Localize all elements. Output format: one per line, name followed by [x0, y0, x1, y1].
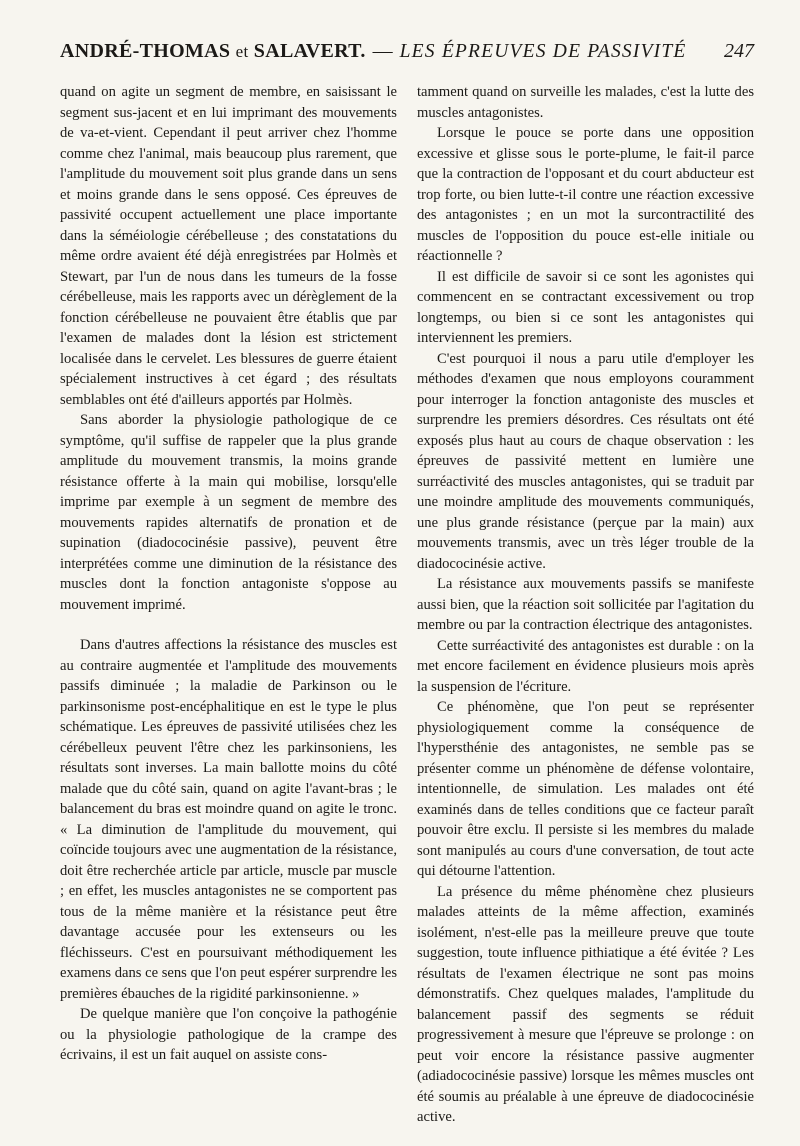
running-head-coauthor: SALAVERT.: [253, 40, 366, 62]
running-head: [60, 40, 754, 74]
page-number: 247: [724, 40, 754, 62]
paragraph: quand on agite un segment de membre, en saisissant le segment sus-jacent et en lui imprimant des mouvements de va-et-vient. Cependant il peut arriver chez l'homme comme chez l'animal, mais beaucoup plus rarement, que l'amplitude du mouvement soit plus grande dans un sens et moins grande dans le sens opposé. Ces épreuves de passivité occupent actuellement une place importante dans la séméiologie cérébelleuse ; des constatations du même ordre avaient été déjà enregistrées par Holmès et Stewart, par l'un de nous dans les tumeurs de la fosse cérébelleuse, mais les rapports avec un dérèglement de la fonction cérébelleuse ne pouvaient être établis que par l'examen de malades dont la lésion est strictement localisée dans le cervelet. Les blessures de guerre étaient spécialement instructives à cet égard ; des résultats semblables ont été d'ailleurs apportés par Holmès.: [60, 84, 397, 408]
running-head-title: LES ÉPREUVES DE PASSIVITÉ: [399, 41, 687, 62]
paragraph: Lorsque le pouce se porte dans une opposition excessive et glisse sous le porte-plume, le fait-il parce que la contraction de l'opposant et du court abducteur est trop forte, ou bien lutte-t-il contre une réaction excessive des antagonistes ; en un mot la surcontractilité des muscles de l'opposition du pouce est-elle initiale ou réactionnelle ?: [417, 125, 754, 264]
paragraph: tamment quand on surveille les malades, c'est la lutte des muscles antagonistes.: [417, 84, 754, 121]
paragraph: Ce phénomène, que l'on peut se représenter physiologiquement comme la conséquence de l'hypersthénie des antagonistes, ne semble pas se présenter comme un phénomène de défense volontaire, intentionnelle, de simulation. Les malades ont été examinés dans de telles conditions que ce facteur paraît pouvoir être exclu. Il persiste si les membres du malade sont manipulés au cours d'une conversation, de tout acte qui détourne l'attention.: [417, 699, 754, 879]
running-head-conjunction: et: [235, 42, 249, 61]
paragraph: Cette surréactivité des antagonistes est durable : on la met encore facilement en évidence plusieurs mois après la suspension de l'écriture.: [417, 637, 754, 695]
paragraph: Dans d'autres affections la résistance des muscles est au contraire augmentée et l'amplitude des mouvements passifs diminuée ; la maladie de Parkinson ou le parkinsonisme post-encéphalitique en est le type le plus schématique. Les épreuves de passivité utilisées chez les cérébelleux peuvent l'être chez les parkinsoniens, les résultats sont inverses. La main ballotte moins du côté malade que du côté sain, quand on agite l'avant-bras ; le balancement du bras est moindre quand on agite le tronc. « La diminution de l'amplitude du mouvement, qui coïncide toujours avec une augmentation de la résistance, doit être recherchée article par article, muscle par muscle ; en effet, les muscles antagonistes ne se comportent pas tous de la même manière et la résistance peut être davantage accusée pour les extenseurs ou les fléchisseurs. C'est en poursuivant méthodiquement les examens dans ce sens que l'on peut espérer surprendre les premières ébauches de la rigidité parkinsonienne. »: [60, 637, 397, 1002]
paragraph: Il est difficile de savoir si ce sont les agonistes qui commencent en se contractant excessivement ou trop longtemps, ou bien si ce sont les antagonistes qui interviennent les premiers.: [417, 268, 754, 346]
right-column: [417, 82, 754, 1128]
paragraph: De quelque manière que l'on conçoive la pathogénie ou la physiologie pathologique de la crampe des écrivains, il est un fait auquel on assiste cons-: [60, 1006, 397, 1063]
running-head-separator: —: [372, 40, 393, 62]
paragraph: C'est pourquoi il nous a paru utile d'employer les méthodes d'examen que nous employons couramment pour interroger la fonction antagoniste des muscles et surprendre les premiers désordres. Ces résultats ont été exposés plus haut au cours de chaque observation : les épreuves de passivité mettent en lumière une surréactivité des muscles antagonistes, qui se traduit par une moindre amplitude des mouvements communiqués, une plus grande résistance (perçue par la main) aux mouvements transmis, avec un très léger trouble de la diadococinésie active.: [417, 350, 754, 572]
two-column-body: [60, 82, 754, 1128]
paragraph: La résistance aux mouvements passifs se manifeste aussi bien, que la réaction soit sollicitée par l'agitation du membre ou par la contraction électrique des antagonistes.: [417, 576, 754, 633]
paragraph: Sans aborder la physiologie pathologique de ce symptôme, qu'il suffise de rappeler que la plus grande amplitude du mouvement transmis, la moins grande résistance offerte à la main qui mobilise, lorsqu'elle imprime par exemple à un segment de membre des mouvements rapides alternatifs de pronation et de supination (diadococinésie passive), peuvent être interprétées comme une diminution de la résistance des muscles dont la fonction antagoniste s'oppose au mouvement imprimé.: [60, 412, 397, 613]
running-head-authors: ANDRÉ-THOMAS et SALAVERT.: [60, 40, 366, 62]
left-column: [60, 82, 397, 1128]
paragraph: La présence du même phénomène chez plusieurs malades atteints de la même affection, examinés isolément, n'est-elle pas la meilleure preuve que toute suggestion, toute influence pithiatique a été évitée ? Les résultats de l'examen électrique ne sont pas moins démonstratifs. Chez quelques malades, l'amplitude du balancement passif des segments se réduit progressivement à mesure que l'épreuve se prolonge : on peut voir encore la résistance passive augmenter (adiadococinésie passive) lorsque les mêmes muscles ont été soumis au préalable à une épreuve de diadococinésie active.: [417, 883, 754, 1125]
